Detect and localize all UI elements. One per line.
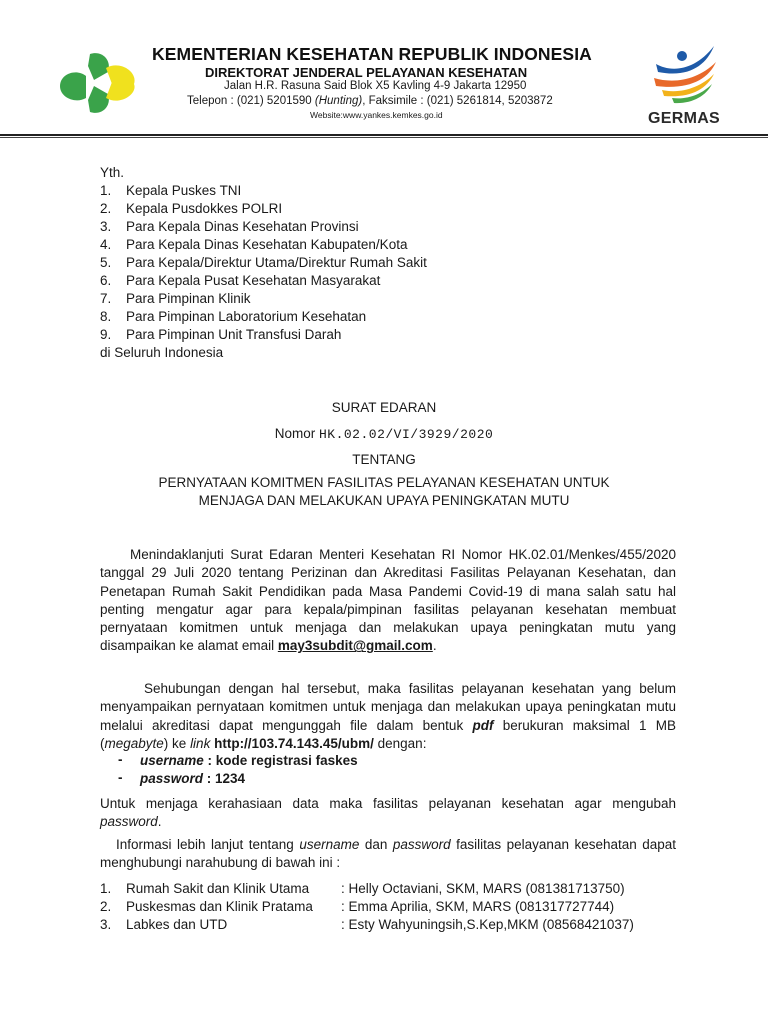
recipient-number: 6. bbox=[100, 273, 112, 288]
recipient-item: Para Pimpinan Laboratorium Kesehatan bbox=[126, 309, 367, 324]
paragraph-1-text: Menindaklanjuti Surat Edaran Menteri Kesehatan RI Nomor HK.02.01/Menkes/455/2020 tanggal 29 Juli 2020 tentang Perizinan dan Akreditasi Fasilitas Pelayanan Kesehatan, dan Penetapan Rumah Sakit Pendidikan pada Masa Pandemi Covid-19 di mana salah satu hal penting mengatur agar para kepala/pimpinan fasilitas pelayanan kesehatan membuat pernyataan komitmen untuk menjaga dan melakukan upaya peningkatan mutu yang disampaikan ke alamat email bbox=[100, 547, 676, 654]
username-key: username bbox=[140, 753, 204, 768]
letterhead-address: Jalan H.R. Rasuna Said Blok X5 Kavling 4-9 Jakarta 12950 bbox=[224, 80, 527, 92]
bullet-dash: - bbox=[118, 770, 123, 785]
recipient-number: 4. bbox=[100, 237, 112, 252]
contact-number: 2. bbox=[100, 899, 112, 914]
paragraph-2-text-d: dengan: bbox=[373, 735, 427, 751]
ministry-name: KEMENTERIAN KESEHATAN REPUBLIK INDONESIA bbox=[152, 44, 592, 64]
credential-password bbox=[140, 770, 245, 788]
number-value: HK.02.02/VI/3929/2020 bbox=[318, 427, 494, 442]
recipient-item: Kepala Pusdokkes POLRI bbox=[126, 201, 283, 216]
username-term: username bbox=[299, 837, 360, 852]
phone-hunting: (Hunting) bbox=[314, 95, 363, 107]
paragraph-1-end: . bbox=[432, 638, 437, 654]
salutation: Yth. bbox=[100, 165, 125, 180]
password-term-2: password bbox=[392, 837, 451, 852]
ministry-logo-icon bbox=[50, 46, 142, 120]
letter-subject-line2: MENJAGA DAN MELAKUKAN UPAYA PENINGKATAN MUTU bbox=[198, 493, 570, 508]
password-key: password bbox=[140, 771, 204, 786]
contact-person: : Emma Aprilia, SKM, MARS (081317727744) bbox=[341, 899, 615, 914]
germas-label: GERMAS bbox=[648, 110, 721, 127]
letterhead-phone bbox=[187, 95, 553, 107]
paragraph-4 bbox=[100, 836, 676, 873]
paragraph-4-text: Informasi lebih lanjut tentang bbox=[116, 837, 300, 852]
letter-type: SURAT EDARAN bbox=[331, 400, 437, 415]
letterhead-rule bbox=[0, 134, 768, 136]
letter-number bbox=[0, 425, 768, 444]
recipient-number: 9. bbox=[100, 327, 112, 342]
password-value: : 1234 bbox=[203, 771, 246, 786]
bullet-dash: - bbox=[118, 752, 123, 767]
recipient-item: Para Pimpinan Unit Transfusi Darah bbox=[126, 327, 342, 342]
contact-number: 3. bbox=[100, 917, 112, 932]
contact-person: : Esty Wahyuningsih,S.Kep,MKM (08568421037) bbox=[341, 917, 634, 932]
username-value: : kode registrasi faskes bbox=[203, 753, 358, 768]
recipient-number: 1. bbox=[100, 183, 112, 198]
recipient-number: 7. bbox=[100, 291, 112, 306]
paragraph-3-text: Untuk menjaga kerahasiaan data maka fasilitas pelayanan kesehatan agar mengubah bbox=[100, 796, 676, 811]
recipient-item: Kepala Puskes TNI bbox=[126, 183, 242, 198]
recipient-number: 5. bbox=[100, 255, 112, 270]
paragraph-3-end: . bbox=[157, 814, 162, 830]
paragraph-4-text-b: dan bbox=[359, 837, 393, 852]
link-term: link bbox=[190, 735, 211, 751]
letter-subject-line1: PERNYATAAN KOMITMEN FASILITAS PELAYANAN KESEHATAN UNTUK bbox=[158, 475, 610, 490]
password-term: password bbox=[100, 814, 158, 830]
contact-person: : Helly Octaviani, SKM, MARS (081381713750) bbox=[341, 881, 625, 896]
megabyte-term: megabyte bbox=[104, 735, 164, 751]
credential-username bbox=[140, 752, 358, 770]
letterhead-website: Website:www.yankes.kemkes.go.id bbox=[310, 110, 443, 120]
number-label: Nomor bbox=[274, 426, 319, 441]
contact-number: 1. bbox=[100, 881, 112, 896]
recipient-item: Para Pimpinan Klinik bbox=[126, 291, 251, 306]
phone-prefix: Telepon : (021) 5201590 bbox=[187, 95, 315, 107]
recipient-item: Para Kepala Dinas Kesehatan Provinsi bbox=[126, 219, 359, 234]
recipient-number: 2. bbox=[100, 201, 112, 216]
upload-url: http://103.74.143.45/ubm/ bbox=[210, 735, 374, 751]
contact-category: Puskesmas dan Klinik Pratama bbox=[126, 899, 313, 914]
paragraph-1 bbox=[100, 546, 676, 656]
letter-about: TENTANG bbox=[352, 452, 416, 467]
recipient-number: 8. bbox=[100, 309, 112, 324]
recipient-location: di Seluruh Indonesia bbox=[100, 345, 224, 360]
paragraph-2-text-c: ) ke bbox=[163, 735, 191, 751]
letterhead-rule-thin bbox=[0, 137, 768, 138]
paragraph-2-text-b: berukuran maksimal 1 MB ( bbox=[100, 717, 676, 751]
paragraph-4-text-c: fasilitas pelayanan kesehatan dapat menghubungi narahubung di bawah ini : bbox=[100, 837, 677, 871]
contact-category: Labkes dan UTD bbox=[126, 917, 228, 932]
contact-email: may3subdit@gmail.com bbox=[277, 638, 433, 654]
phone-suffix: , Faksimile : (021) 5261814, 5203872 bbox=[362, 95, 553, 107]
paragraph-2 bbox=[100, 680, 676, 753]
germas-logo-icon bbox=[648, 42, 722, 104]
recipient-item: Para Kepala/Direktur Utama/Direktur Rumah Sakit bbox=[126, 255, 427, 270]
paragraph-3 bbox=[100, 795, 676, 832]
pdf-term: pdf bbox=[472, 717, 494, 733]
paragraph-2-text: Sehubungan dengan hal tersebut, maka fasilitas pelayanan kesehatan yang belum menyampaikan pernyataan komitmen untuk menjaga dan melakukan upaya peningkatan mutu melalui akreditasi dapat mengunggah file dalam bentuk bbox=[100, 681, 676, 733]
directorate-name: DIREKTORAT JENDERAL PELAYANAN KESEHATAN bbox=[205, 65, 528, 80]
recipient-number: 3. bbox=[100, 219, 112, 234]
recipient-item: Para Kepala Dinas Kesehatan Kabupaten/Kota bbox=[126, 237, 408, 252]
contact-category: Rumah Sakit dan Klinik Utama bbox=[126, 881, 310, 896]
recipient-item: Para Kepala Pusat Kesehatan Masyarakat bbox=[126, 273, 381, 288]
